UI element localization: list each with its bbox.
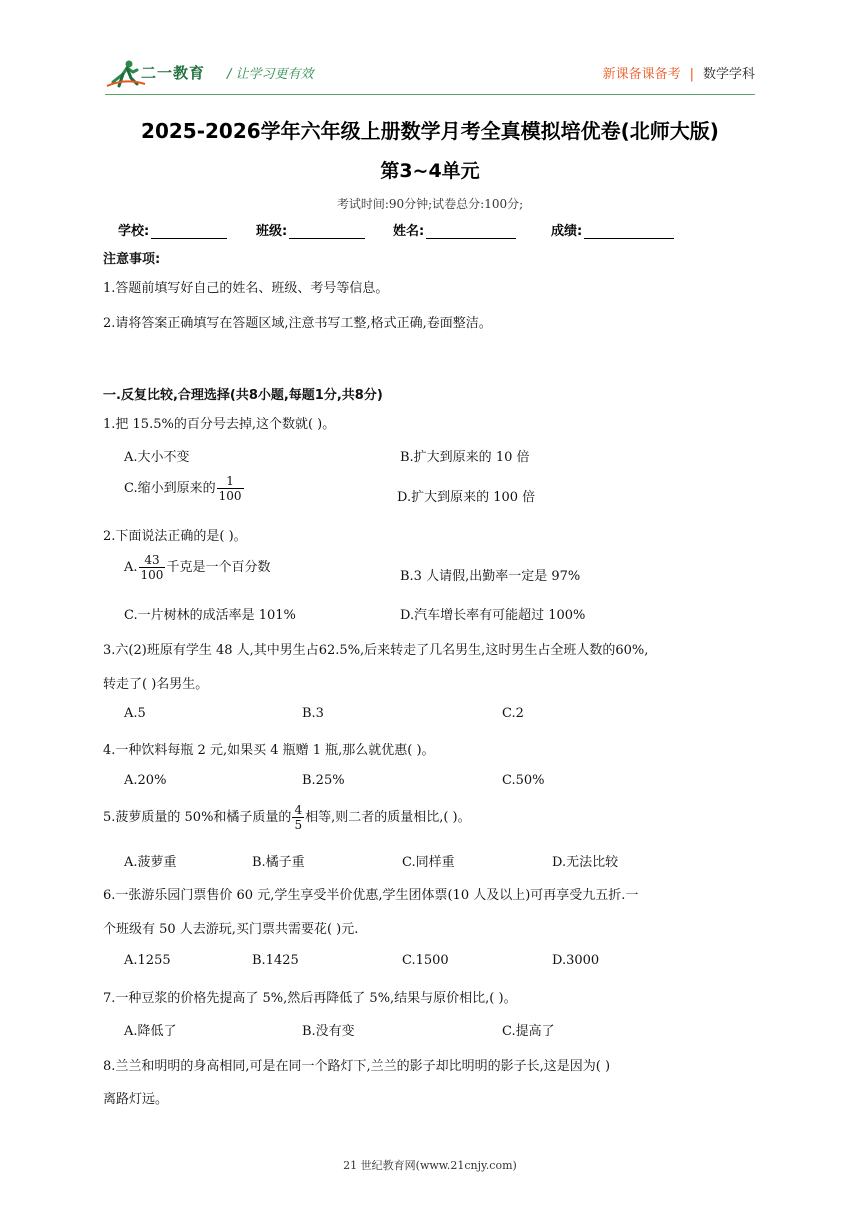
q6-option-d[interactable]: D.3000 (552, 953, 600, 968)
q4-option-b[interactable]: B.25% (302, 773, 345, 788)
question-8-stem-cont: 离路灯远。 (103, 1092, 169, 1107)
name-field (393, 220, 516, 239)
notice-item: 2.请将答案正确填写在答题区域,注意书写工整,格式正确,卷面整洁。 (103, 316, 492, 331)
q3-option-a[interactable]: A.5 (124, 706, 146, 721)
q5-option-c[interactable]: C.同样重 (402, 855, 455, 870)
notice-item: 1.答题前填写好自己的姓名、班级、考号等信息。 (103, 281, 389, 296)
q6-option-a[interactable]: A.1255 (124, 953, 171, 968)
exam-meta: 考试时间:90分钟;试卷总分:100分; (336, 197, 524, 211)
fraction-numerator: 43 (139, 553, 166, 568)
class-blank[interactable] (289, 224, 365, 239)
q2-option-c[interactable]: C.一片树林的成活率是 101% (124, 608, 296, 623)
school-blank[interactable] (151, 224, 227, 239)
header-right (603, 63, 755, 82)
fraction (217, 474, 244, 503)
question-3-stem-cont: 转走了( )名男生。 (103, 677, 209, 692)
q6-option-b[interactable]: B.1425 (252, 953, 299, 968)
fraction (139, 553, 166, 582)
header-tag: 新课备课备考 (602, 67, 681, 82)
question-5-stem (103, 803, 471, 832)
class-field (256, 220, 365, 239)
header-divider (105, 94, 755, 95)
q6-option-c[interactable]: C.1500 (402, 953, 449, 968)
q4-option-c[interactable]: C.50% (502, 773, 545, 788)
question-2-stem: 2.下面说法正确的是( )。 (103, 529, 247, 544)
q7-option-a[interactable]: A.降低了 (124, 1024, 177, 1039)
question-7-stem: 7.一种豆浆的价格先提高了 5%,然后再降低了 5%,结果与原价相比,( )。 (103, 991, 517, 1006)
question-8-stem: 8.兰兰和明明的身高相同,可是在同一个路灯下,兰兰的影子却比明明的影子长,这是因为( ) (103, 1059, 611, 1074)
school-field (118, 220, 227, 239)
class-label: 班级: (256, 224, 288, 239)
score-field (551, 220, 674, 239)
q5-option-a[interactable]: A.菠萝重 (124, 855, 177, 870)
q5-option-b[interactable]: B.橘子重 (252, 855, 305, 870)
q1-option-c[interactable] (124, 474, 245, 503)
q5-stem-text-cont: 相等,则二者的质量相比,( )。 (305, 810, 471, 825)
score-label: 成绩: (551, 224, 583, 239)
q1-option-b[interactable]: B.扩大到原来的 10 倍 (400, 450, 530, 465)
question-6-stem: 6.一张游乐园门票售价 60 元,学生享受半价优惠,学生团体票(10 人及以上)可再享受九五折.一 (103, 888, 639, 903)
q5-stem-text: 5.菠萝质量的 50%和橘子质量的 (103, 810, 292, 825)
q2-option-a-text: 千克是一个百分数 (166, 560, 271, 575)
fraction (292, 803, 304, 832)
fraction-denominator: 100 (218, 489, 242, 503)
q2-option-a[interactable] (124, 553, 270, 582)
question-1-stem: 1.把 15.5%的百分号去掉,这个数就( )。 (103, 417, 336, 432)
page-subtitle: 第3~4单元 (380, 160, 480, 182)
notice-heading: 注意事项: (103, 252, 161, 267)
page-footer: 21 世纪教育网(www.21cnjy.com) (343, 1159, 517, 1172)
header-subject: 数学学科 (702, 67, 755, 82)
q7-option-c[interactable]: C.提高了 (502, 1024, 555, 1039)
q5-option-d[interactable]: D.无法比较 (552, 855, 619, 870)
page-title: 2025-2026学年六年级上册数学月考全真模拟培优卷(北师大版) (141, 119, 719, 143)
header-separator: | (689, 67, 694, 82)
q2-option-a-letter: A. (124, 560, 138, 575)
q1-option-c-text: C.缩小到原来的 (124, 481, 216, 496)
slogan-text: 让学习更有效 (235, 67, 314, 82)
header-slogan: / 让学习更有效 (227, 67, 314, 82)
section-heading: 一.反复比较,合理选择(共8小题,每题1分,共8分) (103, 388, 383, 403)
name-label: 姓名: (393, 224, 425, 239)
question-6-stem-cont: 个班级有 50 人去游玩,买门票共需要花( )元. (103, 922, 359, 937)
q2-option-d[interactable]: D.汽车增长率有可能超过 100% (400, 608, 586, 623)
q7-option-b[interactable]: B.没有变 (302, 1024, 355, 1039)
fraction-numerator: 4 (294, 803, 303, 817)
fraction-denominator: 5 (294, 818, 303, 832)
fraction-numerator: 1 (217, 474, 244, 489)
q3-option-b[interactable]: B.3 (302, 706, 324, 721)
q1-option-d[interactable]: D.扩大到原来的 100 倍 (397, 490, 536, 505)
q1-option-a[interactable]: A.大小不变 (124, 450, 190, 465)
q3-option-c[interactable]: C.2 (502, 706, 524, 721)
page-header (105, 54, 755, 94)
q4-option-a[interactable]: A.20% (124, 773, 167, 788)
school-label: 学校: (118, 224, 150, 239)
q2-option-b[interactable]: B.3 人请假,出勤率一定是 97% (400, 569, 581, 584)
question-3-stem: 3.六(2)班原有学生 48 人,其中男生占62.5%,后来转走了几名男生,这时男生占全班人数的60%, (103, 643, 649, 658)
name-blank[interactable] (426, 224, 516, 239)
logo-text: 二一教育 (141, 64, 206, 82)
fraction-denominator: 100 (140, 568, 164, 582)
question-4-stem: 4.一种饮料每瓶 2 元,如果买 4 瓶赠 1 瓶,那么就优惠( )。 (103, 743, 435, 758)
score-blank[interactable] (584, 224, 674, 239)
